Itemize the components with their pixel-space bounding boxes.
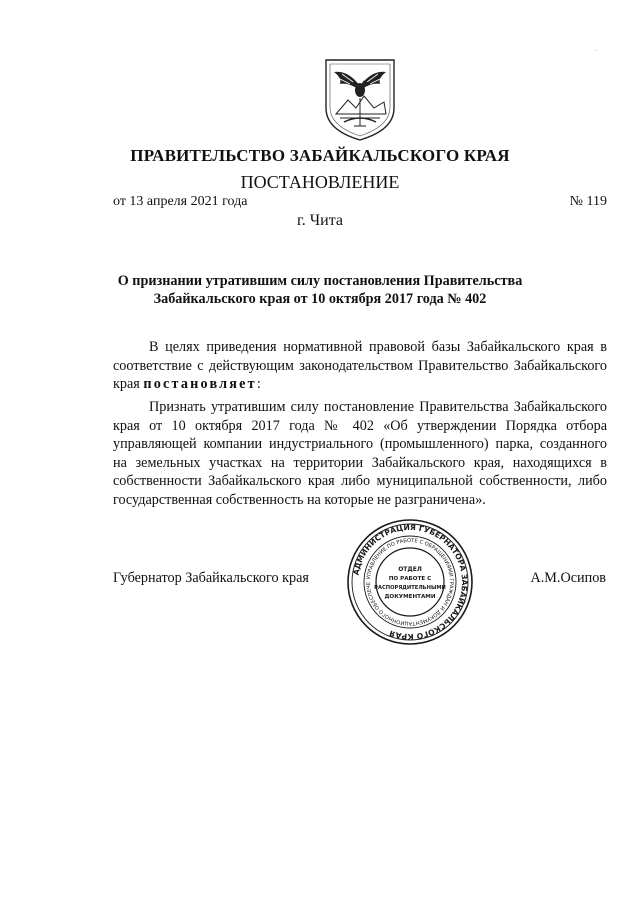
p1-tail: : <box>256 376 261 392</box>
signatory-role: Губернатор Забайкальского края <box>113 570 309 586</box>
p2-text: Признать утратившим силу постановление Правительства Забайкальского края от 10 октября 2017 года № 402 «Об утверждении Порядка отбора управляющей компании индустриального (промышленного) парка, созданного на земельных участках на территории Забайкальского края, находящихся в собственности Забайкальского края либо муниципальной собственности, либо государственная собственность на которые не разграничена». <box>113 399 607 508</box>
seal-center-line-4: ДОКУМЕНТАМИ <box>384 594 436 600</box>
document-type: ПОСТАНОВЛЕНИЕ <box>240 172 400 192</box>
seal-center-line-2: ПО РАБОТЕ С <box>388 576 432 582</box>
signatory-name: А.М.Осипов <box>530 570 606 586</box>
document-title <box>100 272 540 308</box>
coat-of-arms-icon <box>320 56 400 142</box>
document-date: от 13 апреля 2021 года <box>113 194 248 209</box>
p1-text: В целях приведения нормативной правовой базы Забайкальского края в соответствие с действующим законодательством Правительство Забайкальского края <box>113 339 607 392</box>
title-line-1: О признании утратившим силу постановления Правительства <box>117 273 523 289</box>
p1-emphasis: постановляет <box>143 376 257 392</box>
scan-speck <box>596 50 597 51</box>
seal-inner-text: УПРАВЛЕНИЕ ПО РАБОТЕ С ОБРАЩЕНИЯМИ ГРАЖДАН И ДОКУМЕНТАЦИОННОГО ОБЕСПЕЧЕ <box>365 537 455 627</box>
body-paragraph-1 <box>113 338 607 394</box>
document-number: № 119 <box>569 194 607 209</box>
official-seal-icon <box>346 518 474 646</box>
title-line-2: Забайкальского края от 10 октября 2017 года № 402 <box>153 291 487 307</box>
seal-center-line-3: РАСПОРЯДИТЕЛЬНЫМИ <box>374 585 446 591</box>
seal-center-line-1: ОТДЕЛ <box>398 566 422 573</box>
body-paragraph-2 <box>113 398 607 509</box>
city-label: г. Чита <box>296 212 343 229</box>
seal-outer-text: АДМИНИСТРАЦИЯ ГУБЕРНАТОРА ЗАБАЙКАЛЬСКОГО КРАЯ <box>351 522 470 642</box>
organization-heading: ПРАВИТЕЛЬСТВО ЗАБАЙКАЛЬСКОГО КРАЯ <box>130 146 510 165</box>
